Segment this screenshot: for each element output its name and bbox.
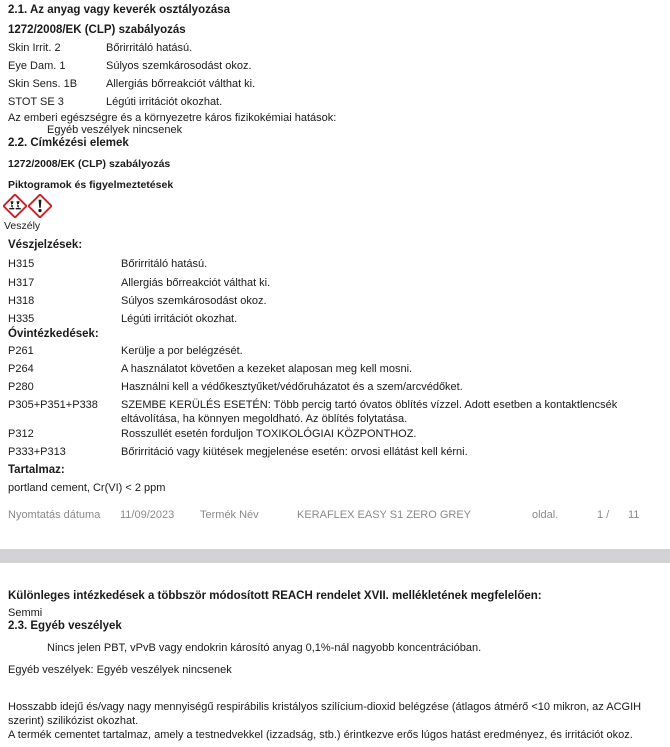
reach-heading: Különleges intézkedések a többször módosított REACH rendelet XVII. mellékletének megfelelően: (8, 590, 542, 602)
precaution-text: A használatot követően a kezeket alaposan meg kell mosni. (121, 363, 413, 375)
classification-code: Eye Dam. 1 (8, 60, 66, 72)
pictograms-heading: Piktogramok és figyelmeztetések (8, 179, 174, 191)
precaution-text: SZEMBE KERÜLÉS ESETÉN: Több percig tartó óvatos öblítés vízzel. Adott esetben a kontaktlencsék eltávolítása, ha könnyen megoldható. Az öblítés folytatása. (121, 399, 618, 425)
footer-page-current: 1 / (597, 509, 610, 521)
hazard-statements-heading: Vészjelzések: (8, 239, 83, 251)
precaution-code: P264 (8, 363, 34, 375)
footer-product-name: KERAFLEX EASY S1 ZERO GREY (297, 509, 472, 521)
precaution-text: Kerülje a por belégzését. (121, 345, 243, 357)
precaution-code: P312 (8, 428, 34, 440)
classification-text: Allergiás bőrreakciót válthat ki. (106, 78, 256, 90)
section-2-3-heading: 2.3. Egyéb veszélyek (8, 620, 122, 632)
ghs05-corrosion-icon (3, 194, 27, 218)
footer-page-total: 11 (628, 509, 640, 521)
classification-text: Súlyos szemkárosodást okoz. (106, 60, 252, 72)
footer-page-label: oldal. (532, 509, 559, 521)
precaution-text: Bőrirritáció vagy kiütések megjelenése esetén: orvosi ellátást kell kérni. (121, 446, 468, 458)
precautionary-heading: Óvintézkedések: (8, 328, 99, 340)
hazard-text: Súlyos szemkárosodást okoz. (121, 295, 267, 307)
other-hazards-statement: Egyéb veszélyek: Egyéb veszélyek nincsenek (8, 664, 232, 676)
classification-code: Skin Irrit. 2 (8, 42, 61, 54)
classification-code: STOT SE 3 (8, 96, 64, 108)
cement-warning-paragraph: A termék cementet tartalmaz, amely a testnedvekkel (izzadság, stb.) érintkezve erős lúgos hatást eredményez, és irritációt okoz. (8, 729, 633, 741)
clp-regulation-subheading: 1272/2008/EK (CLP) szabályozás (8, 158, 171, 170)
section-2-2-heading: 2.2. Címkézési elemek (8, 137, 129, 149)
footer-print-date: 11/09/2023 (120, 509, 175, 521)
precaution-text: Rosszullét esetén forduljon TOXIKOLÓGIAI KÖZPONTHOZ. (121, 428, 417, 440)
precaution-code: P280 (8, 381, 34, 393)
hazard-code: H315 (8, 258, 35, 270)
physchem-value: Egyéb veszélyek nincsenek (47, 124, 183, 136)
footer-print-date-label: Nyomtatás dátuma (8, 509, 101, 521)
ghs-pictograms (3, 194, 52, 218)
hazard-text: Bőrirritáló hatású. (121, 258, 208, 270)
classification-text: Légúti irritációt okozhat. (106, 96, 223, 108)
precaution-code: P305+P351+P338 (8, 399, 98, 411)
classification-text: Bőrirritáló hatású. (106, 42, 193, 54)
ghs07-exclamation-icon (28, 194, 52, 218)
precaution-text: Használni kell a védőkesztyűket/védőruházatot és a szem/arcvédőket. (121, 381, 463, 393)
reach-value: Semmi (8, 607, 43, 619)
classification-code: Skin Sens. 1B (8, 78, 78, 90)
hazard-code: H317 (8, 277, 35, 289)
contains-value: portland cement, Cr(VI) < 2 ppm (8, 482, 166, 494)
silica-warning-paragraph: Hosszabb idejű és/vagy nagy mennyiségű respirábilis kristályos szilícium-dioxid belégzése (átlagos átmérő <10 mikron, az ACGIH szerint) szilikózist okozhat. (8, 701, 642, 727)
hazard-text: Allergiás bőrreakciót válthat ki. (121, 277, 271, 289)
pbt-statement: Nincs jelen PBT, vPvB vagy endokrin károsító anyag 0,1%-nál nagyobb koncentrációban. (47, 642, 482, 654)
clp-regulation-heading: 1272/2008/EK (CLP) szabályozás (8, 24, 186, 36)
contains-heading: Tartalmaz: (8, 464, 65, 476)
physchem-label: Az emberi egészségre és a környezetre káros fizikokémiai hatások: (8, 112, 337, 124)
precaution-code: P333+P313 (8, 446, 66, 458)
precaution-code: P261 (8, 345, 34, 357)
section-2-1-heading: 2.1. Az anyag vagy keverék osztályozása (8, 4, 231, 16)
hazard-code: H335 (8, 313, 35, 325)
hazard-text: Légúti irritációt okozhat. (121, 313, 238, 325)
hazard-code: H318 (8, 295, 35, 307)
footer-product-label: Termék Név (200, 509, 259, 521)
page-break-separator (0, 549, 670, 563)
signal-word: Veszély (4, 220, 41, 232)
